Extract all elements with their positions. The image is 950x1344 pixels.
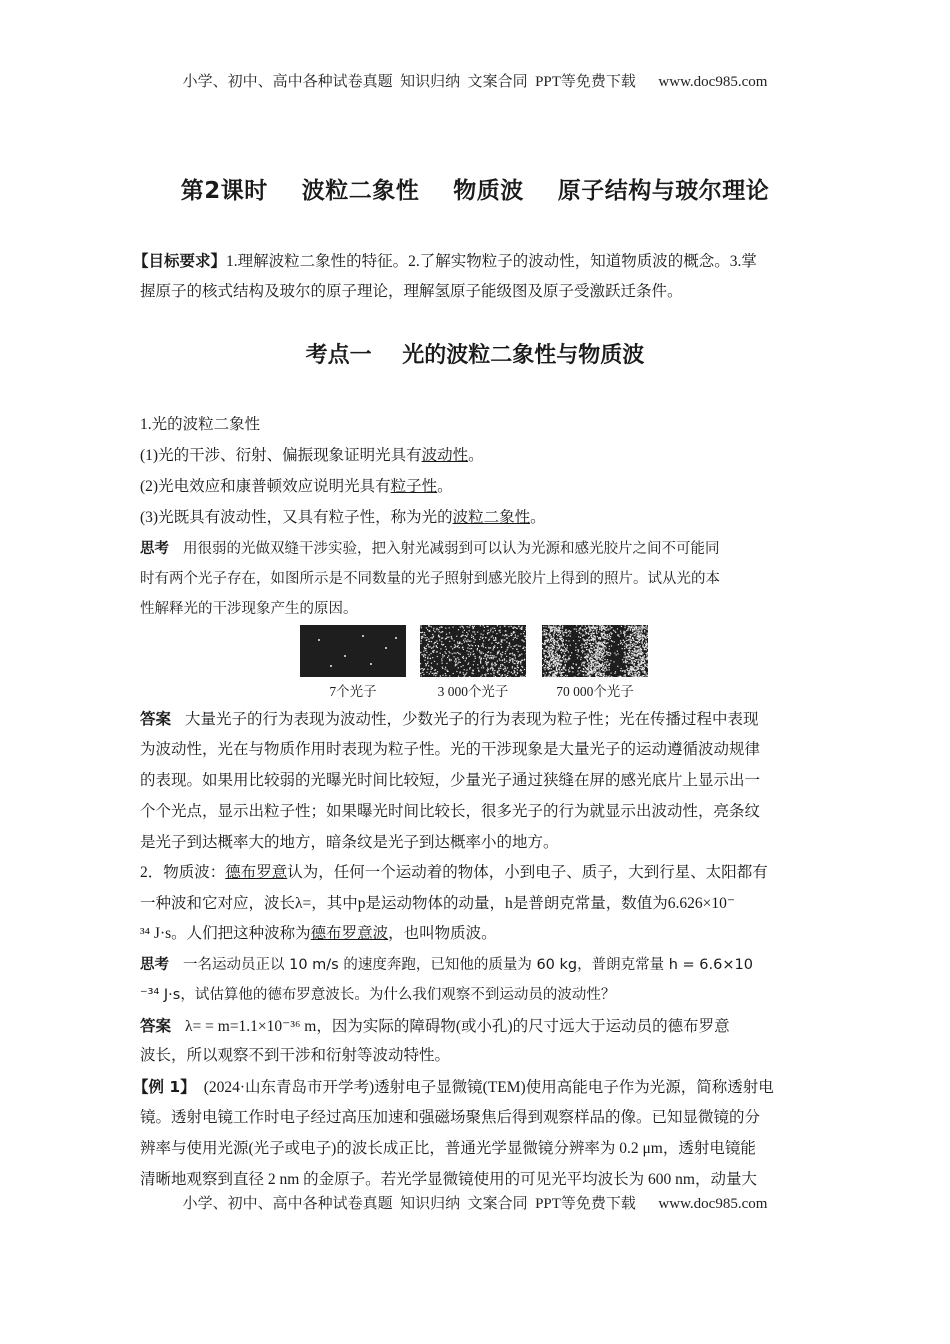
goal-line-1 bbox=[133, 251, 813, 272]
answer1-line-5: 是光子到达概率大的地方，暗条纹是光子到达概率小的地方。 bbox=[140, 834, 559, 851]
p1-heading: 1.光的波粒二象性 bbox=[140, 416, 261, 433]
p1-item-b bbox=[140, 477, 820, 497]
p1-a-text: (1)光的干涉、衍射、偏振现象证明光具有 bbox=[140, 447, 422, 464]
photo-7-photons bbox=[300, 625, 406, 677]
page-header: 小学、初中、高中各种试卷真题 知识归纳 文案合同 PPT等免费下载 www.doc985.com bbox=[182, 74, 768, 90]
answer2-label: 答案 bbox=[140, 1017, 172, 1035]
think2-label: 思考 bbox=[140, 957, 169, 973]
answer1-line-3: 的表现。如果用比较弱的光曝光时间比较短，少量光子通过狭缝在屏的感光底片上显示出一 bbox=[140, 772, 761, 789]
answer2-line-1 bbox=[140, 1016, 820, 1037]
caption-70000-photons: 70 000个光子 bbox=[556, 684, 634, 699]
p2-text-1: 认为，任何一个运动着的物体，小到电子、质子，大到行星、太阳都有 bbox=[287, 864, 768, 881]
think2-text-1: 一名运动员正以 10 m/s 的速度奔跑，已知他的质量为 60 kg，普朗克常量 h = 6.6×10 bbox=[183, 957, 753, 973]
example1-line-2: 镜。透射电镜工作时电子经过高压加速和强磁场聚焦后得到观察样品的像。已知显微镜的分 bbox=[140, 1109, 761, 1126]
p2-text-3: ³⁴ J·s。人们把这种波称为 bbox=[140, 925, 311, 942]
think2-line-2: ⁻³⁴ J·s，试估算他的德布罗意波长。为什么我们观察不到运动员的波动性？ bbox=[140, 987, 616, 1003]
p1-c-keyword: 波粒二象性 bbox=[452, 509, 531, 526]
answer1-line-1 bbox=[140, 709, 820, 730]
photo-3000-photons bbox=[420, 625, 526, 677]
lesson-title: 第2课时 波粒二象性 物质波 原子结构与玻尔理论 bbox=[180, 178, 770, 204]
p1-item-c bbox=[140, 508, 820, 528]
answer1-line-4: 个个光点，显示出粒子性；如果曝光时间比较长，很多光子的行为就显示出波动性，亮条纹 bbox=[140, 803, 761, 820]
p1-b-end: 。 bbox=[437, 478, 453, 495]
p1-b-text: (2)光电效应和康普顿效应说明光具有 bbox=[140, 478, 391, 495]
page-footer: 小学、初中、高中各种试卷真题 知识归纳 文案合同 PPT等免费下载 www.doc985.com bbox=[182, 1196, 768, 1212]
p2-keyword-wave: 德布罗意波 bbox=[310, 925, 389, 942]
caption-7-photons: 7个光子 bbox=[329, 684, 377, 699]
p2-line-3 bbox=[140, 924, 820, 944]
answer1-label: 答案 bbox=[140, 710, 172, 728]
p2-keyword-debroglie: 德布罗意 bbox=[225, 864, 288, 881]
example1-line-4: 清晰地观察到直径 2 nm 的金原子。若光学显微镜使用的可见光平均波长为 600 nm，动量大 bbox=[140, 1171, 757, 1188]
think2-line-1 bbox=[140, 955, 820, 975]
goal-line-2: 握原子的核式结构及玻尔的原子理论，理解氢原子能级图及原子受激跃迁条件。 bbox=[140, 283, 683, 300]
example1-line-1 bbox=[133, 1077, 813, 1098]
answer2-line-2: 波长，所以观察不到干涉和衍射等波动特性。 bbox=[140, 1047, 451, 1064]
p2-line-1 bbox=[140, 863, 820, 883]
think1-line-2: 时有两个光子存在，如图所示是不同数量的光子照射到感光胶片上得到的照片。试从光的本 bbox=[140, 571, 720, 587]
photo-70000-photons bbox=[542, 625, 648, 677]
example1-line-3: 辨率与使用光源(光子或电子)的波长成正比，普通光学显微镜分辨率为 0.2 μm，透射电镜能 bbox=[140, 1140, 756, 1157]
example1-text-1: (2024·山东青岛市开学考)透射电子显微镜(TEM)使用高能电子作为光源，简称透射电 bbox=[203, 1079, 774, 1096]
goal-label: 【目标要求】 bbox=[133, 252, 227, 270]
p1-b-keyword: 粒子性 bbox=[390, 478, 438, 495]
answer2-text-1: λ= = m=1.1×10⁻³⁶ m，因为实际的障碍物(或小孔)的尺寸远大于运动员的德布罗意 bbox=[185, 1018, 730, 1035]
think1-text-1: 用很弱的光做双缝干涉实验，把入射光减弱到可以认为光源和感光胶片之间不可能同 bbox=[183, 541, 720, 557]
example1-label: 【例 1】 bbox=[133, 1078, 196, 1096]
answer1-line-2: 为波动性，光在与物质作用时表现为粒子性。光的干涉现象是大量光子的运动遵循波动规律 bbox=[140, 741, 761, 758]
goal-text-1: 1.理解波粒二象性的特征。2.了解实物粒子的波动性，知道物质波的概念。3.掌 bbox=[226, 253, 757, 270]
think1-line-3: 性解释光的干涉现象产生的原因。 bbox=[140, 601, 358, 617]
answer1-text-1: 大量光子的行为表现为波动性，少数光子的行为表现为粒子性；光在传播过程中表现 bbox=[185, 711, 759, 728]
p1-item-a bbox=[140, 446, 820, 466]
think1-line-1 bbox=[140, 539, 820, 559]
p1-c-text: (3)光既具有波动性，又具有粒子性，称为光的 bbox=[140, 509, 453, 526]
p2-text-3-end: ，也叫物质波。 bbox=[388, 925, 497, 942]
p2-line-2: 一种波和它对应，波长λ=，其中p是运动物体的动量，h是普朗克常量，数值为6.626×10⁻ bbox=[140, 895, 736, 912]
p1-a-end: 。 bbox=[468, 447, 484, 464]
section-title: 考点一 光的波粒二象性与物质波 bbox=[305, 343, 645, 368]
p1-a-keyword: 波动性 bbox=[421, 447, 469, 464]
think1-label: 思考 bbox=[140, 541, 169, 557]
caption-3000-photons: 3 000个光子 bbox=[437, 684, 509, 699]
p2-number: 2．物质波： bbox=[140, 864, 226, 881]
p1-c-end: 。 bbox=[530, 509, 546, 526]
